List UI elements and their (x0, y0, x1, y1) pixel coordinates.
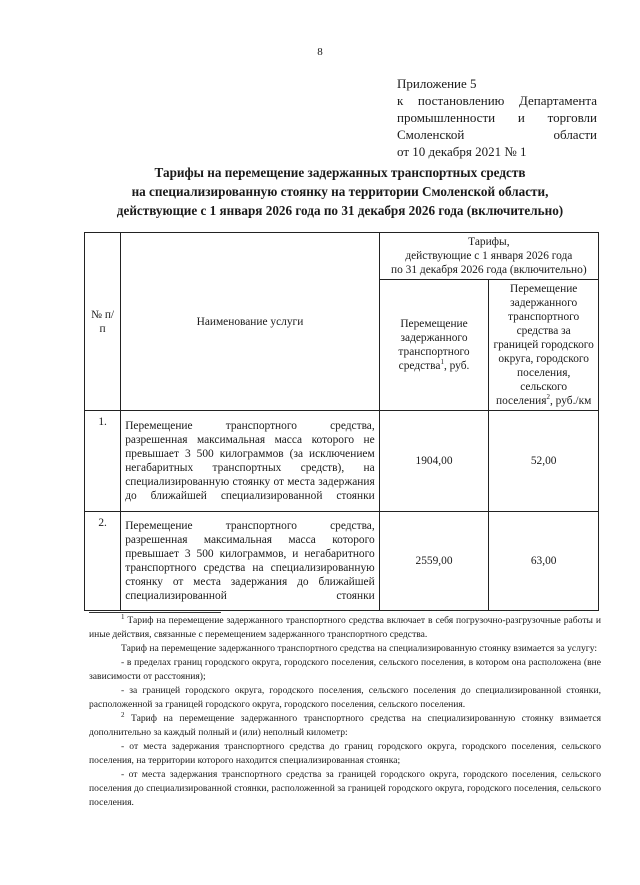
table-header-row (85, 233, 599, 280)
row-num: 1. (85, 411, 121, 512)
tariffs-table (84, 232, 599, 611)
footnote-separator (89, 612, 221, 613)
table-row (85, 512, 599, 611)
footnote-marker: 2 (121, 710, 125, 719)
footnote-1-item: - в пределах границ городского округа, городского поселения, сельского поселения, в котором она расположена (вне зависимости от расстояния); (89, 657, 601, 682)
header-move-price (379, 280, 489, 411)
row-num: 2. (85, 512, 121, 611)
footnote-text: Тариф на перемещение задержанного транспортного средства на специализированную стоянку взимается дополнительно за каждый полный и (или) неполный километр: (89, 713, 601, 738)
appendix-word: к (397, 93, 404, 108)
header-move-text: Перемещение задержанного транспортного средства (398, 318, 470, 372)
row-price: 2559,00 (379, 512, 489, 611)
row-service-name: Перемещение транспортного средства, разрешенная максимальная масса которого превышает 3 500 килограммов, и негабаритного транспортного средства на специализированную стоянку от места задержания до ближайшей специализированной стоянки (121, 512, 380, 611)
footnote-1-item: - за границей городского округа, городского поселения, сельского поселения до специализированной стоянки, расположенной за границей городского округа, городского поселения, сельского поселения. (89, 685, 601, 710)
footnote-2 (89, 712, 601, 740)
header-tariffs (379, 233, 598, 280)
title-line: действующие с 1 января 2026 года по 31 декабря 2026 года (включительно) (116, 203, 564, 218)
row-per-km: 52,00 (489, 411, 599, 512)
appendix-word: промышленности (397, 110, 496, 125)
footnote-marker: 1 (121, 612, 125, 621)
appendix-word: области (553, 127, 597, 142)
appendix-word: постановлению (417, 93, 505, 108)
header-move-unit: , руб. (443, 360, 470, 372)
appendix-line-2 (397, 92, 597, 109)
header-per-km (489, 280, 599, 411)
appendix-word: Департамента (518, 93, 597, 108)
appendix-word: Смоленской (397, 127, 465, 142)
header-tariffs-line: Тарифы, (468, 236, 510, 248)
header-km-text: Перемещение задержанного транспортного средства за границей городского округа, городского поселения, сельского поселения (493, 283, 594, 407)
footnote-1 (89, 614, 601, 642)
header-km-unit: , руб./км (549, 395, 592, 407)
footnote-1-para: Тариф на перемещение задержанного транспортного средства на специализированную стоянку взимается за услугу: (121, 643, 598, 654)
footnote-2-item: - от места задержания транспортного средства до границ городского округа, городского поселения, сельского поселения, на территории которого находится специализированная стоянка; (89, 741, 601, 766)
header-tariffs-line: действующие с 1 января 2026 года (405, 250, 573, 262)
footnote-ref: 2 (546, 393, 550, 402)
appendix-word: и (517, 110, 525, 125)
header-num: № п/п (85, 233, 121, 411)
row-service-name: Перемещение транспортного средства, разрешенная максимальная масса которого не превышает 3 500 килограммов (за исключением негабаритных транспортных средств), на специализированную стоянку от места задержания до ближайшей специализированной стоянки (121, 411, 380, 512)
header-name: Наименование услуги (121, 233, 380, 411)
document-title (60, 163, 620, 220)
footnote-2-item: - от места задержания транспортного средства за границей городского округа, городского поселения, сельского поселения до специализированной стоянки, расположенной за границей городского округа, городского поселения, сельского поселения. (89, 769, 601, 808)
title-line: Тарифы на перемещение задержанных транспортных средств (154, 165, 526, 180)
table-row (85, 411, 599, 512)
footnote-ref: 1 (440, 358, 444, 367)
footnote-text: Тариф на перемещение задержанного транспортного средства включает в себя погрузочно-разгрузочные работы и иные действия, связанные с перемещением задержанного транспортного средства. (89, 615, 601, 640)
page-number: 8 (317, 46, 323, 58)
footnotes (89, 614, 601, 810)
appendix-block (397, 75, 597, 160)
title-line: на специализированную стоянку на территории Смоленской области, (131, 184, 549, 199)
header-tariffs-line: по 31 декабря 2026 года (включительно) (391, 264, 587, 276)
appendix-word: торговли (547, 110, 597, 125)
row-per-km: 63,00 (489, 512, 599, 611)
appendix-line-1: Приложение 5 (397, 76, 477, 91)
appendix-line-5: от 10 декабря 2021 № 1 (397, 144, 527, 159)
row-price: 1904,00 (379, 411, 489, 512)
appendix-line-4 (397, 126, 597, 143)
appendix-line-3 (397, 109, 597, 126)
